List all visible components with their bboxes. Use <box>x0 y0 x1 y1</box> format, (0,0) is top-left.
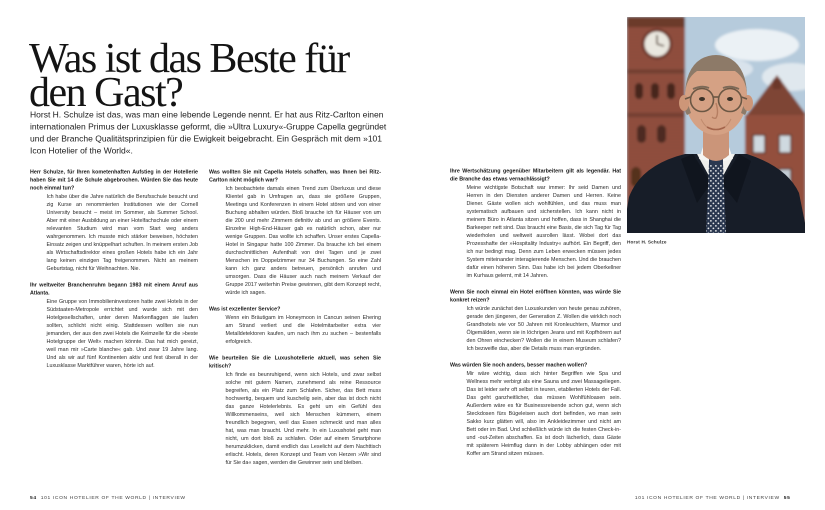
article-intro: Horst H. Schulze ist das, was man eine lebende Legende nennt. Er hat aus Ritz-Carlton einen internationalen Primus der Luxusklasse geformt, die »Ultra Luxury«-Gruppe Capella gegründet und der Branche Qualitätsprinzipien für die Ewigkeit beigebracht. Ein Gespräch mit dem »101 Icon Hotelier of the World«. <box>30 110 387 156</box>
portrait-photo <box>627 17 805 233</box>
footer-label-left: 101 ICON HOTELIER OF THE WORLD | INTERVIEW <box>40 495 186 501</box>
footer-left <box>30 495 380 501</box>
interview-question: Was ist exzellenter Service? <box>209 306 281 312</box>
text-column-1 <box>30 168 198 378</box>
interview-answer: Ich finde es beunruhigend, wenn sich Hotels, und zwar selbst solche mit gutem Namen, zunehmend als reine Ressource begreifen, als ein Platz zum Schlafen. Sicher, das Bett muss hochwertig, bequem und kuschelig sein, aber das ist doch nicht das ganze Hotelerlebnis. Es geht um ein Gefühl des Willkommenseins, weil sich Menschen kümmern, einem freundlich begegnen, weil das Essen schmeckt und man alles hat, was man braucht. Und mehr. In ein Luxushotel geht man nicht, um dort bloß zu schlafen. Oder auf einem Smartphone herumzuklicken, damit endlich das Leselicht auf dem Nachttisch erlischt. Hotels, deren Konzept und Team von Herzen »Wir sind für Sie da« sagen, werden die Gewinner sein und bleiben. <box>225 371 381 466</box>
interview-question: Was wollten Sie mit Capella Hotels schaffen, was Ihnen bei Ritz-Carlton nicht möglich war? <box>209 169 381 183</box>
qa-block <box>450 361 621 458</box>
article-title-line2: den Gast? <box>29 70 183 117</box>
qa-block <box>30 168 198 273</box>
text-column-2 <box>209 168 381 475</box>
portrait-photo-art <box>627 17 805 233</box>
interview-answer: Ich würde zunächst den Luxuskunden von heute genau zuhören, gerade den jüngeren, der Generation Z. Wollen die wirklich noch Grandhotels wie vor 50 Jahren mit Kronleuchtern, Marmor und Ölgemälden, wenn sie in löchrigen Jeans und mit Kopfhörern auf den Ohren einchecken? Wollen die in einem Museum schlafen? Ich bezweifle das, aber die Details muss man ergründen. <box>466 305 621 352</box>
footer-right <box>450 495 791 501</box>
interview-answer: Ich habe über die Jahre natürlich die Berufsschule besucht und zig Kurse an renommierten Institutionen wie der Cornell University besucht – meist im Sommer, als Summer School. Aber mit einer Ausbildung an einer Hotelfachschule oder einem relevanten Studium wird man vom Start weg anders wahrgenommen. Ich musste mich stärker beweisen, höchsten Einsatz zeigen und knüppelhart schuften. In meinem ersten Job als Wirtschaftsdirektor eines großen Hotels habe ich ein Jahr lang keinen einzigen Tag freigenommen. Nicht an meinem Geburtstag, nicht für Weihnachten. Nie. <box>46 193 198 272</box>
qa-block <box>209 168 381 297</box>
footer-label-right: 101 ICON HOTELIER OF THE WORLD | INTERVIEW <box>634 495 780 501</box>
interview-answer: Eine Gruppe von Immobilieninvestoren hatte zwei Hotels in der Südstaaten-Metropole errichtet und wurde sich mit den Hotelgesellschaften, unter deren Markenflaggen sie laufen sollten, schlicht nicht einig. Stattdessen wollten sie nun jemanden, der aus den zwei Hotels die Keimzelle für die »beste Hotelgruppe der Welt« machen könnte. Das hat mich gereizt, weil man mir »Carte blanche« gab. Und zwar 19 Jahre lang. Und als wir auf fünf Kontinenten aktiv und fest überall in der Luxusklasse Marktführer waren, hörte ich auf. <box>46 298 198 369</box>
qa-block <box>450 288 621 353</box>
interview-answer: Meine wichtigste Botschaft war immer: Ihr seid Damen und Herren in den Diensten anderer Damen und Herren. Keine Diener. Gäste wollen sich wohlfühlen, und das muss man systematisch aufbauen und sicherstellen. Ich kann nicht in meinem Büro in Atlanta sitzen und hoffen, dass in Shanghai die Barkeeper nett sind. Das braucht eine Basis, die sich Tag für Tag wiederholen und weltweit ausrollen lässt. Wobei dort das Prozesshafte der »Hospitality Industry« aufhört. Ein Begriff, den ich nur bedingt mag. Denn zum Leben erwecken müssen jedes System miteinander interagierende Menschen. Und die brauchen dafür einen höheren Sinn. Das habe ich bei jedem Oberkellner im Kurhaus gelernt, mit 14 Jahren. <box>466 184 621 279</box>
interview-answer: Mir wäre wichtig, dass sich hinter Begriffen wie Spa und Wellness mehr verbirgt als eine Sauna und zwei Massageliegen. Das ist leider sehr oft selbst in teuren, etablierten Hotels der Fall. Das geht ganzheitlicher, das müssen Wohlfühloasen sein. Außerdem wäre es für Businessreisende schon gut, wenn sich Steckdosen fürs Bügeleisen auch dort befinden, wo man sein Sakko kurz glätten will, also im Ankleidezimmer und nicht am Bett oder im Bad. Und schließlich würde ich die festen Check-in- und -out-Zeiten abschaffen. Es ist doch lächerlich, dass Gäste mit späterem Heimflug dann in der Lobby abhängen oder mit Koffer am Strand sitzen müssen. <box>466 370 621 457</box>
page-number-left: 54 <box>30 495 37 501</box>
interview-question: Was würden Sie noch anders, besser machen wollen? <box>450 362 588 368</box>
text-column-3 <box>450 167 621 466</box>
qa-block <box>209 354 381 467</box>
interview-question: Wenn Sie noch einmal ein Hotel eröffnen könnten, was würde Sie konkret reizen? <box>450 289 621 303</box>
interview-answer: Ich beobachtete damals einen Trend zum Überluxus und diese Klientel gab in Umfragen an, dass sie größere Gruppen, Meetings und Konferenzen in einem Hotel stören und von einer Buchung abhalten würden. Bloß brauche ich für Häuser von um die 200 und mehr Zimmern definitiv ab und an größere Events. Einzelne High-End-Häuser gab es natürlich schon, aber nur wenige Gruppen. Das wollte ich schaffen. Unser erstes Capella-Hotel in Singapur hatte 100 Zimmer. Da brauche ich bei einem durchschnittlichen Aufenthalt von drei Tagen und je zwei Menschen im Doppelzimmer nur 34 Buchungen. So eine Zahl kann ich ganz anders betreuen, persönlich anrufen und umsorgen. Dass die Häuser auch nach meinem Verkauf der Gruppe 2017 weiterhin Preise gewinnen, gibt dem Konzept recht, würde ich sagen. <box>225 185 381 296</box>
interview-question: Ihre Wertschätzung gegenüber Mitarbeitern gilt als legendär. Hat die Branche das etwas vernachlässigt? <box>450 168 621 182</box>
interview-question: Herr Schulze, für Ihren kometenhaften Aufstieg in der Hotellerie haben Sie mit 14 die Schule abgebrochen. Würden Sie das heute noch einmal tun? <box>30 169 198 191</box>
article-title <box>29 36 419 117</box>
interview-question: Wie beurteilen Sie die Luxushotellerie aktuell, was sehen Sie kritisch? <box>209 355 381 369</box>
interview-question: Ihr weltweiter Branchenruhm begann 1983 mit einem Anruf aus Atlanta. <box>30 282 198 296</box>
page-number-right: 55 <box>783 495 791 501</box>
qa-block <box>450 167 621 280</box>
photo-caption: Horst H. Schulze <box>627 239 667 245</box>
qa-block <box>209 305 381 346</box>
interview-answer: Wenn ein Bräutigam im Honeymoon in Cancun seinen Ehering am Strand verliert und die Hotelmitarbeiter extra vier Metalldetektoren kaufen, um nach ihm zu suchen – bestenfalls erfolgreich. <box>225 314 381 345</box>
article-title-line1: Was ist das Beste für <box>29 36 349 83</box>
qa-block <box>30 281 198 370</box>
